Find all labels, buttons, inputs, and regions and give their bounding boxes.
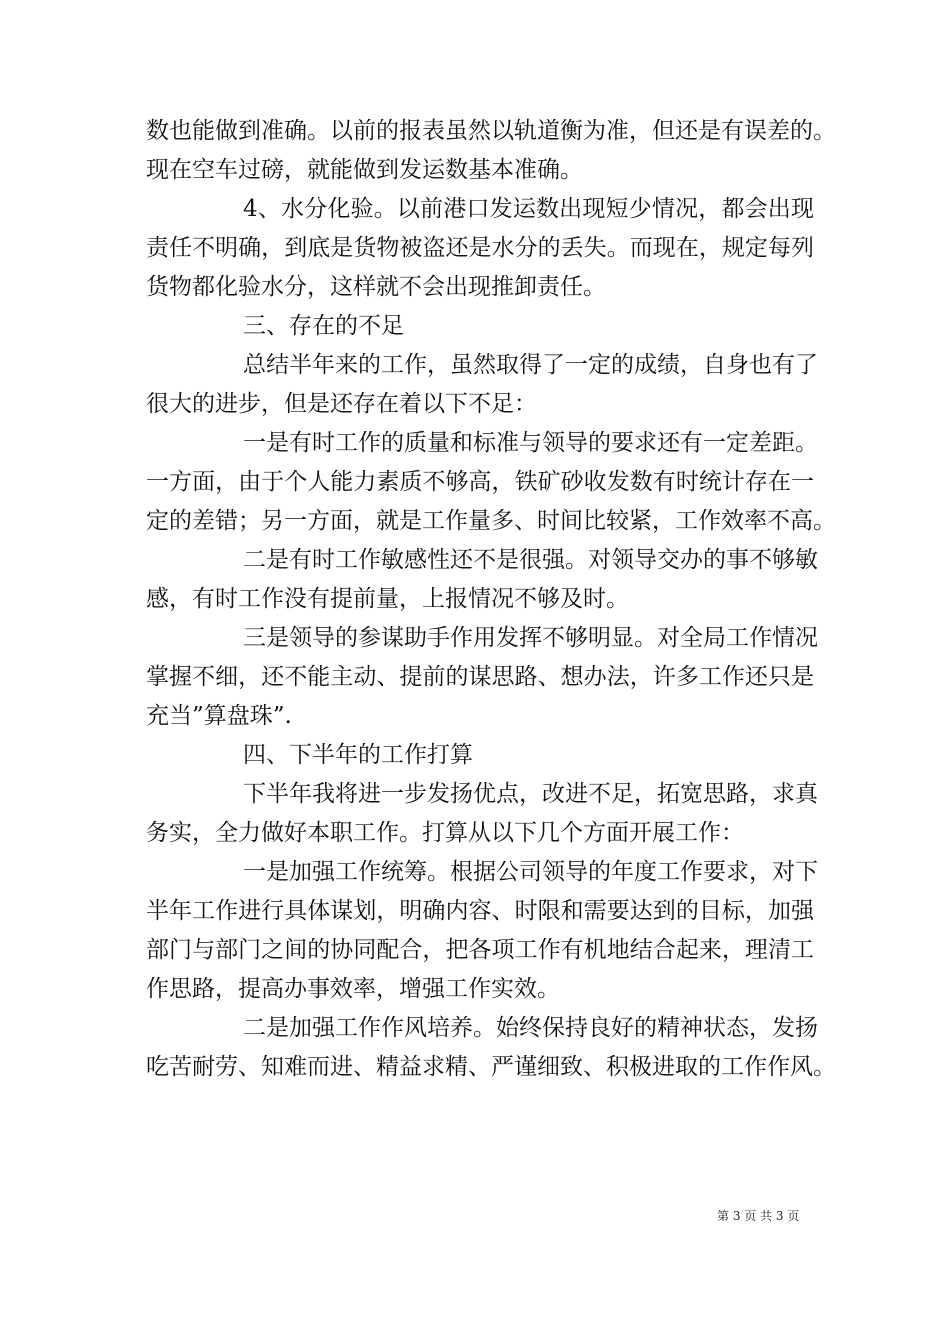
text-line: 半年工作进行具体谋划，明确内容、时限和需要达到的目标，加强 — [146, 898, 814, 924]
text-line: 吃苦耐劳、知难而进、精益求精、严谨细致、积极进取的工作作风。 — [146, 1054, 836, 1080]
document-body — [146, 112, 836, 1087]
text-line: 4、水分化验。以前港口发运数出现短少情况，都会出现 — [243, 196, 814, 222]
text-line: 三是领导的参谋助手作用发挥不够明显。对全局工作情况 — [243, 625, 818, 651]
text-line: 感，有时工作没有提前量，上报情况不够及时。 — [146, 586, 629, 612]
text-line: 总结半年来的工作，虽然取得了一定的成绩，自身也有了 — [243, 352, 818, 378]
text-line: 部门与部门之间的协同配合，把各项工作有机地结合起来，理清工 — [146, 937, 814, 963]
text-line: 现在空车过磅，就能做到发运数基本准确。 — [146, 157, 583, 183]
section-heading: 四、下半年的工作打算 — [243, 742, 473, 768]
text-line: 一是有时工作的质量和标准与领导的要求还有一定差距。 — [243, 430, 818, 456]
text-line: 定的差错；另一方面，就是工作量多、时间比较紧，工作效率不高。 — [146, 508, 836, 534]
text-line: 很大的进步，但是还存在着以下不足： — [146, 391, 537, 417]
text-line: 货物都化验水分，这样就不会出现推卸责任。 — [146, 274, 606, 300]
text-line: 二是加强工作作风培养。始终保持良好的精神状态，发扬 — [243, 1015, 818, 1041]
section-heading: 三、存在的不足 — [243, 313, 404, 339]
text-line: 二是有时工作敏感性还不是很强。对领导交办的事不够敏 — [243, 547, 818, 573]
page-number: 第 3 页 共 3 页 — [717, 1209, 800, 1223]
text-line: 作思路，提高办事效率，增强工作实效。 — [146, 976, 560, 1002]
text-line: 务实，全力做好本职工作。打算从以下几个方面开展工作： — [146, 820, 744, 846]
text-line: 数也能做到准确。以前的报表虽然以轨道衡为准，但还是有误差的。 — [146, 118, 836, 144]
text-line: 掌握不细，还不能主动、提前的谋思路、想办法，许多工作还只是 — [146, 664, 814, 690]
text-line: 一方面，由于个人能力素质不够高，铁矿砂收发数有时统计存在一 — [146, 469, 814, 495]
text-line: 下半年我将进一步发扬优点，改进不足，拓宽思路，求真 — [243, 781, 818, 807]
text-line: 责任不明确，到底是货物被盗还是水分的丢失。而现在，规定每列 — [146, 235, 814, 261]
text-line: 充当”算盘珠”. — [146, 703, 292, 729]
text-line: 一是加强工作统筹。根据公司领导的年度工作要求，对下 — [243, 859, 818, 885]
